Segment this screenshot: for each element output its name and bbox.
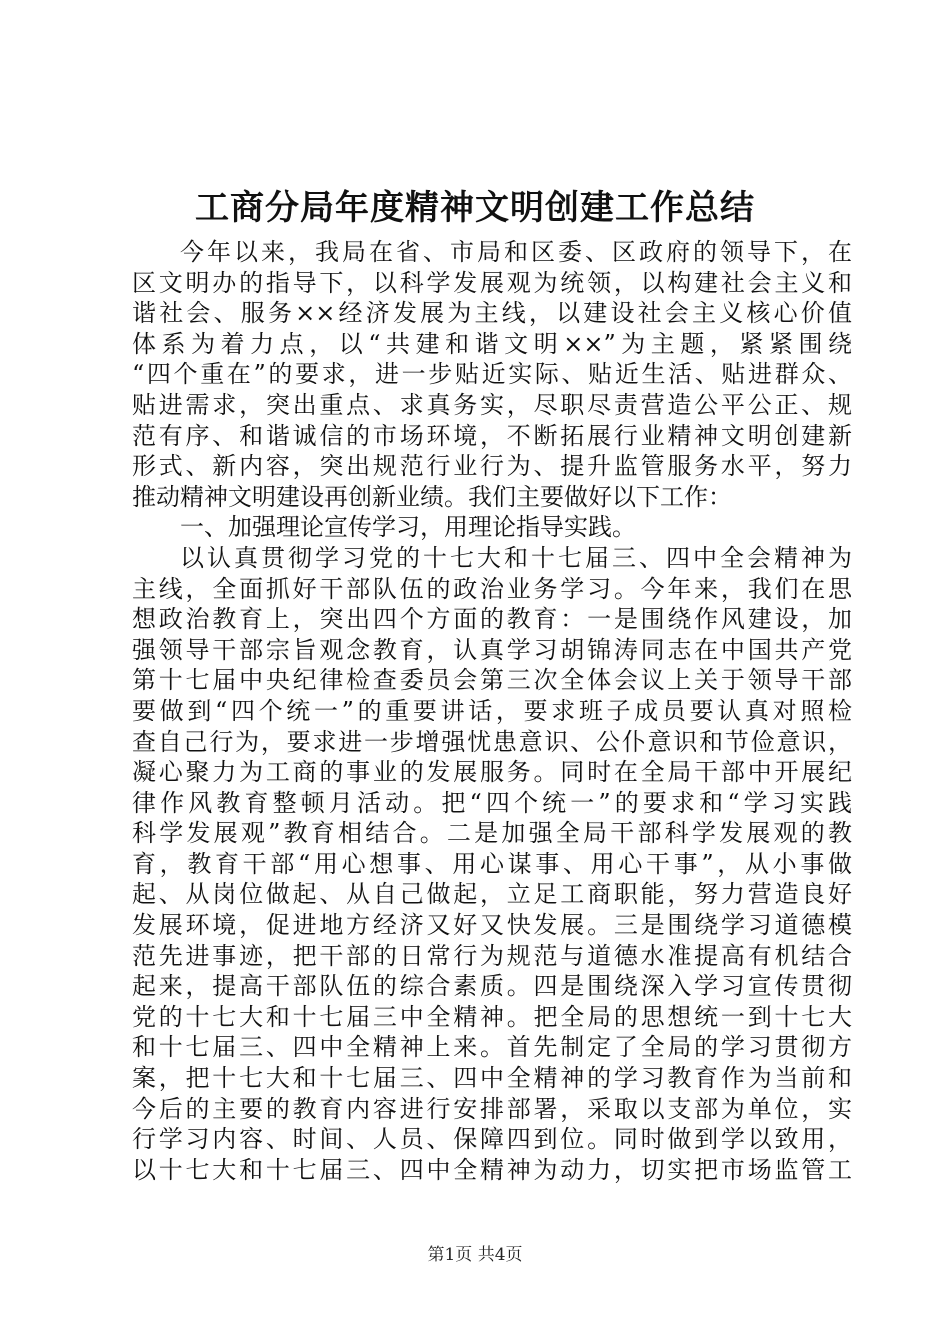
body-line: 科学发展观”教育相结合。二是加强全局干部科学发展观的教 <box>132 819 852 848</box>
document-body <box>132 237 852 1185</box>
page-footer: 第1页 共4页 <box>427 1245 523 1265</box>
body-line: 以十七大和十七届三、四中全精神为动力，切实把市场监管工 <box>132 1155 852 1184</box>
body-line: 贴进需求，突出重点、求真务实，尽职尽责营造公平公正、规 <box>132 390 852 419</box>
body-line: 以认真贯彻学习党的十七大和十七届三、四中全会精神为 <box>180 543 852 572</box>
body-line: 主线，全面抓好干部队伍的政治业务学习。今年来，我们在思 <box>132 574 852 603</box>
body-line: 强领导干部宗旨观念教育，认真学习胡锦涛同志在中国共产党 <box>132 635 852 664</box>
body-line: 推动精神文明建设再创新业绩。我们主要做好以下工作： <box>132 482 732 511</box>
body-line: 起来，提高干部队伍的综合素质。四是围绕深入学习宣传贯彻 <box>132 972 852 1001</box>
body-line: 今年以来，我局在省、市局和区委、区政府的领导下，在 <box>180 238 852 266</box>
body-line: 行学习内容、时间、人员、保障四到位。同时做到学以致用， <box>132 1125 852 1154</box>
document-title: 工商分局年度精神文明创建工作总结 <box>195 188 755 228</box>
body-line: 党的十七大和十七届三中全精神。把全局的思想统一到十七大 <box>132 1002 852 1031</box>
body-line: 今后的主要的教育内容进行安排部署，采取以支部为单位，实 <box>132 1094 852 1123</box>
section-heading: 一、加强理论宣传学习，用理论指导实践。 <box>180 513 636 542</box>
body-line: 律作风教育整顿月活动。把“四个统一”的要求和“学习实践 <box>132 788 852 817</box>
body-line: “四个重在”的要求，进一步贴近实际、贴近生活、贴进群众、 <box>132 360 852 389</box>
body-line: 形式、新内容，突出规范行业行为、提升监管服务水平，努力 <box>132 452 852 481</box>
body-line: 要做到“四个统一”的重要讲话，要求班子成员要认真对照检 <box>132 696 852 725</box>
body-line: 和十七届三、四中全精神上来。首先制定了全局的学习贯彻方 <box>132 1033 852 1062</box>
body-line: 第十七届中央纪律检查委员会第三次全体会议上关于领导干部 <box>132 666 852 695</box>
body-line: 凝心聚力为工商的事业的发展服务。同时在全局干部中开展纪 <box>132 758 852 787</box>
body-line: 范有序、和谐诚信的市场环境，不断拓展行业精神文明创建新 <box>132 421 852 450</box>
body-line: 起、从岗位做起、从自己做起，立足工商职能，努力营造良好 <box>132 880 852 909</box>
body-line: 案，把十七大和十七届三、四中全精神的学习教育作为当前和 <box>132 1064 852 1093</box>
body-line: 查自己行为，要求进一步增强忧患意识、公仆意识和节俭意识， <box>132 727 852 756</box>
body-line: 发展环境，促进地方经济又好又快发展。三是围绕学习道德模 <box>132 911 852 940</box>
body-line: 育，教育干部“用心想事、用心谋事、用心干事”，从小事做 <box>132 849 852 878</box>
body-line: 想政治教育上，突出四个方面的教育：一是围绕作风建设，加 <box>132 605 852 634</box>
body-line: 范先进事迹，把干部的日常行为规范与道德水准提高有机结合 <box>132 941 852 970</box>
body-line: 谐社会、服务××经济发展为主线，以建设社会主义核心价值 <box>132 299 852 328</box>
body-line: 区文明办的指导下，以科学发展观为统领，以构建社会主义和 <box>132 268 852 297</box>
body-line: 体系为着力点，以“共建和谐文明××”为主题，紧紧围绕 <box>132 329 852 358</box>
